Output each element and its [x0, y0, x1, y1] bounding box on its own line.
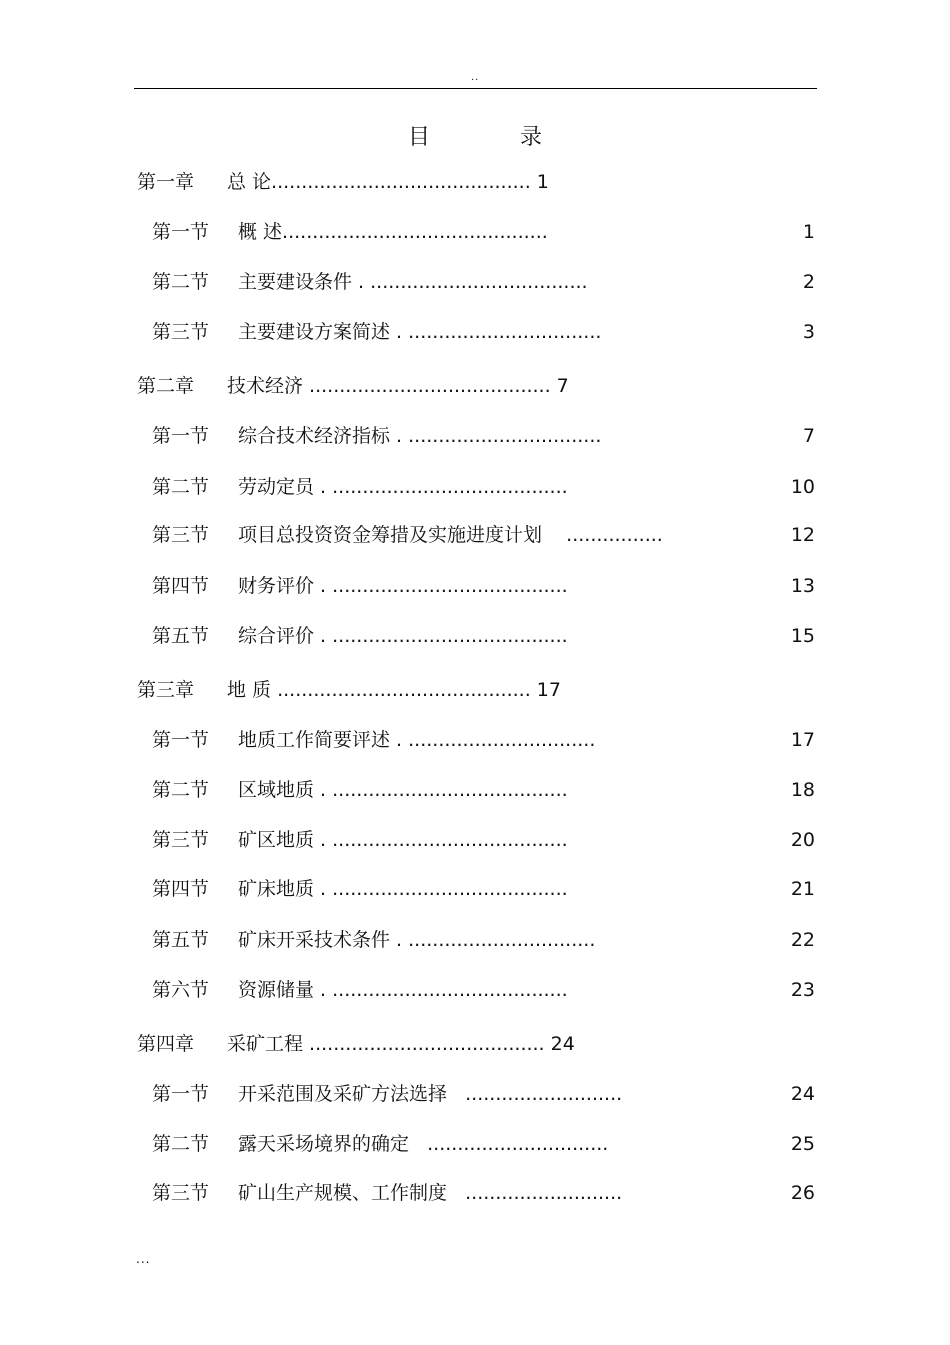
- toc-section-entry[interactable]: [152, 574, 568, 598]
- entry-leader-dots: . ................................: [390, 425, 602, 447]
- entry-page-number: 17: [790, 729, 815, 751]
- entry-label: 第四章: [137, 1033, 195, 1055]
- entry-leader-dots: . ....................................: [352, 271, 588, 293]
- entry-label: 第六节: [152, 979, 210, 1001]
- entry-leader-dots: . .......................................: [314, 829, 568, 851]
- toc-section-entry[interactable]: [152, 475, 568, 499]
- entry-label: 第四节: [152, 575, 210, 597]
- toc-section-entry[interactable]: [152, 877, 568, 901]
- entry-title: 项目总投资资金筹措及实施进度计划: [238, 524, 543, 546]
- toc-section-entry[interactable]: [152, 728, 595, 752]
- entry-leader-dots: . ................................: [390, 321, 602, 343]
- entry-title: 财务评价: [238, 575, 315, 597]
- entry-page-number: 7: [802, 425, 815, 447]
- entry-label: 第二节: [152, 779, 210, 801]
- entry-page-number: 25: [790, 1133, 815, 1155]
- entry-page-number: 7: [550, 375, 569, 397]
- entry-title: 主要建设条件: [238, 271, 353, 293]
- toc-chapter-entry[interactable]: [137, 170, 549, 194]
- toc-chapter-entry[interactable]: [137, 374, 569, 398]
- entry-label: 第三章: [137, 679, 195, 701]
- entry-leader-dots: . .......................................: [314, 575, 568, 597]
- entry-label: 第四节: [152, 878, 210, 900]
- toc-section-entry[interactable]: [152, 1181, 622, 1205]
- entry-leader-dots: . ...............................: [390, 929, 596, 951]
- entry-label: 第二章: [137, 375, 195, 397]
- entry-title: 主要建设方案简述: [238, 321, 391, 343]
- toc-section-entry[interactable]: [152, 828, 568, 852]
- entry-page-number: 3: [802, 321, 815, 343]
- entry-leader-dots: . .......................................: [314, 779, 568, 801]
- toc-section-entry[interactable]: [152, 624, 568, 648]
- toc-chapter-entry[interactable]: [137, 1032, 575, 1056]
- entry-title: 开采范围及采矿方法选择: [238, 1083, 448, 1105]
- entry-label: 第一节: [152, 1083, 210, 1105]
- footer-mark: ...: [136, 1252, 151, 1266]
- entry-page-number: 24: [790, 1083, 815, 1105]
- entry-label: 第一节: [152, 729, 210, 751]
- entry-label: 第三节: [152, 829, 210, 851]
- entry-page-number: 1: [530, 171, 549, 193]
- toc-section-entry[interactable]: [152, 1132, 608, 1156]
- entry-title: 总 论: [227, 171, 272, 193]
- entry-page-number: 21: [790, 878, 815, 900]
- entry-page-number: 18: [790, 779, 815, 801]
- entry-label: 第一节: [152, 221, 210, 243]
- entry-title: 综合技术经济指标: [238, 425, 391, 447]
- entry-leader-dots: . ...............................: [390, 729, 596, 751]
- entry-page-number: 23: [790, 979, 815, 1001]
- entry-page-number: 22: [790, 929, 815, 951]
- entry-title: 资源储量: [238, 979, 315, 1001]
- entry-page-number: 10: [790, 476, 815, 498]
- entry-label: 第二节: [152, 476, 210, 498]
- toc-section-entry[interactable]: [152, 928, 595, 952]
- toc-section-entry[interactable]: [152, 523, 663, 547]
- toc-section-entry[interactable]: [152, 978, 568, 1002]
- entry-leader-dots: ...........................................: [271, 171, 531, 193]
- toc-section-entry[interactable]: [152, 320, 601, 344]
- entry-label: 第二节: [152, 1133, 210, 1155]
- entry-leader-dots: ............................................: [282, 221, 548, 243]
- entry-page-number: 26: [790, 1182, 815, 1204]
- header-mark: ..: [471, 72, 480, 83]
- toc-section-entry[interactable]: [152, 778, 568, 802]
- entry-leader-dots: . .......................................: [314, 979, 568, 1001]
- toc-chapter-entry[interactable]: [137, 678, 561, 702]
- entry-page-number: 17: [530, 679, 561, 701]
- entry-title: 概 述: [238, 221, 283, 243]
- entry-page-number: 13: [790, 575, 815, 597]
- entry-leader-dots: ..........................................: [271, 679, 531, 701]
- entry-label: 第一章: [137, 171, 195, 193]
- entry-title: 地质工作简要评述: [238, 729, 391, 751]
- entry-leader-dots: ........................................: [303, 375, 551, 397]
- entry-label: 第三节: [152, 1182, 210, 1204]
- entry-label: 第二节: [152, 271, 210, 293]
- entry-title: 矿区地质: [238, 829, 315, 851]
- entry-title: 矿床地质: [238, 878, 315, 900]
- entry-leader-dots: ................: [542, 524, 663, 546]
- entry-page-number: 2: [802, 271, 815, 293]
- entry-page-number: 12: [790, 524, 815, 546]
- entry-label: 第五节: [152, 929, 210, 951]
- entry-page-number: 20: [790, 829, 815, 851]
- entry-leader-dots: ..............................: [409, 1133, 609, 1155]
- entry-label: 第一节: [152, 425, 210, 447]
- entry-label: 第三节: [152, 524, 210, 546]
- entry-label: 第五节: [152, 625, 210, 647]
- entry-title: 技术经济: [227, 375, 304, 397]
- header-rule: [134, 88, 817, 89]
- entry-title: 劳动定员: [238, 476, 315, 498]
- entry-leader-dots: .......................................: [303, 1033, 545, 1055]
- entry-leader-dots: . .......................................: [314, 878, 568, 900]
- entry-page-number: 24: [544, 1033, 575, 1055]
- entry-title: 矿床开采技术条件: [238, 929, 391, 951]
- entry-leader-dots: ..........................: [447, 1182, 623, 1204]
- entry-leader-dots: ..........................: [447, 1083, 623, 1105]
- entry-leader-dots: . .......................................: [314, 625, 568, 647]
- entry-title: 区域地质: [238, 779, 315, 801]
- toc-title: 目 录: [407, 125, 576, 150]
- entry-title: 综合评价: [238, 625, 315, 647]
- toc-section-entry[interactable]: [152, 424, 601, 448]
- entry-title: 采矿工程: [227, 1033, 304, 1055]
- toc-section-entry[interactable]: [152, 220, 548, 244]
- entry-title: 矿山生产规模、工作制度: [238, 1182, 448, 1204]
- entry-title: 露天采场境界的确定: [238, 1133, 410, 1155]
- entry-page-number: 1: [802, 221, 815, 243]
- entry-title: 地 质: [227, 679, 272, 701]
- toc-section-entry[interactable]: [152, 270, 588, 294]
- entry-page-number: 15: [790, 625, 815, 647]
- entry-leader-dots: . .......................................: [314, 476, 568, 498]
- toc-section-entry[interactable]: [152, 1082, 622, 1106]
- entry-label: 第三节: [152, 321, 210, 343]
